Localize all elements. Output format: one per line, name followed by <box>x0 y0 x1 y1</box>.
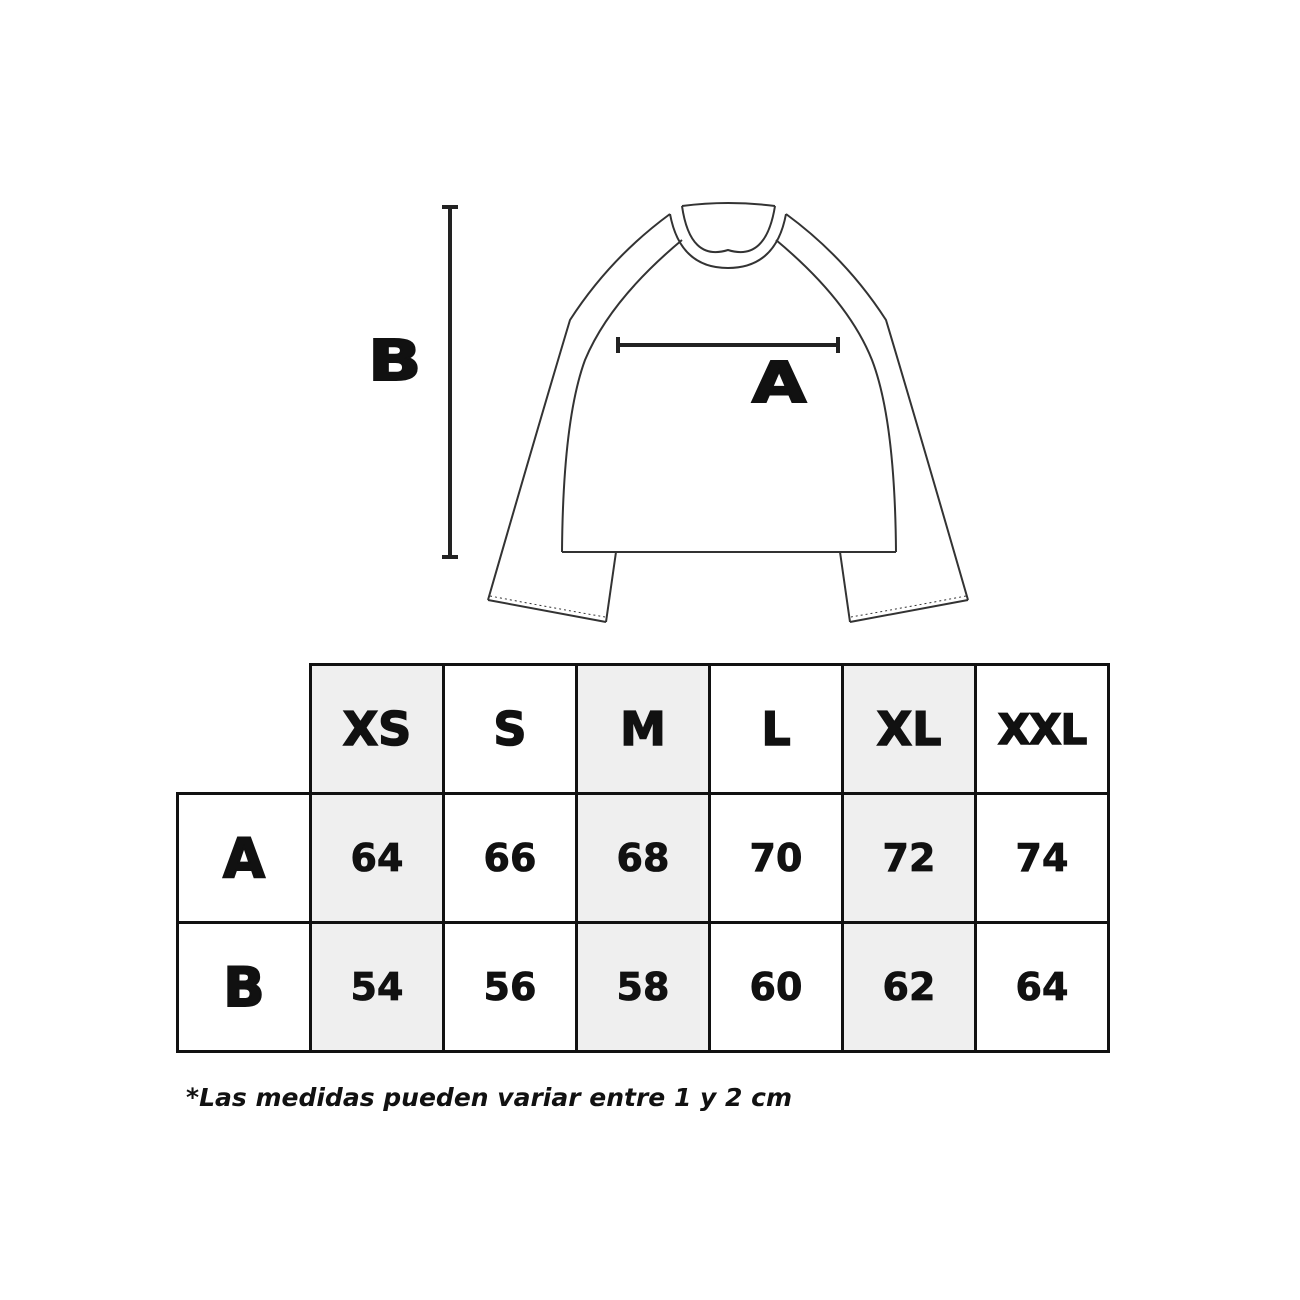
size-header-xs: XS <box>311 665 444 794</box>
size-header-m: M <box>577 665 710 794</box>
size-header-xl: XL <box>843 665 976 794</box>
table-corner-cell <box>178 665 311 794</box>
table-cell: 60 <box>710 923 843 1052</box>
measure-b-line <box>442 207 458 557</box>
size-header-xxl: XXL <box>976 665 1109 794</box>
table-cell: 56 <box>444 923 577 1052</box>
table-cell: 58 <box>577 923 710 1052</box>
measure-b-label: B <box>368 329 422 394</box>
table-cell: 64 <box>311 794 444 923</box>
table-cell: 62 <box>843 923 976 1052</box>
sweatshirt-outline <box>488 203 968 622</box>
table-cell: 66 <box>444 794 577 923</box>
size-chart-table <box>176 663 1110 1053</box>
measurement-disclaimer: *Las medidas pueden variar entre 1 y 2 cm <box>186 1083 793 1112</box>
row-label-b: B <box>178 923 311 1052</box>
row-label-a: A <box>178 794 311 923</box>
table-cell: 68 <box>577 794 710 923</box>
table-row <box>178 923 1109 1052</box>
table-cell: 72 <box>843 794 976 923</box>
table-cell: 54 <box>311 923 444 1052</box>
table-row <box>178 794 1109 923</box>
table-cell: 74 <box>976 794 1109 923</box>
measure-a-label: A <box>752 351 807 416</box>
size-header-s: S <box>444 665 577 794</box>
table-cell: 64 <box>976 923 1109 1052</box>
size-header-row <box>178 665 1109 794</box>
size-header-l: L <box>710 665 843 794</box>
table-cell: 70 <box>710 794 843 923</box>
